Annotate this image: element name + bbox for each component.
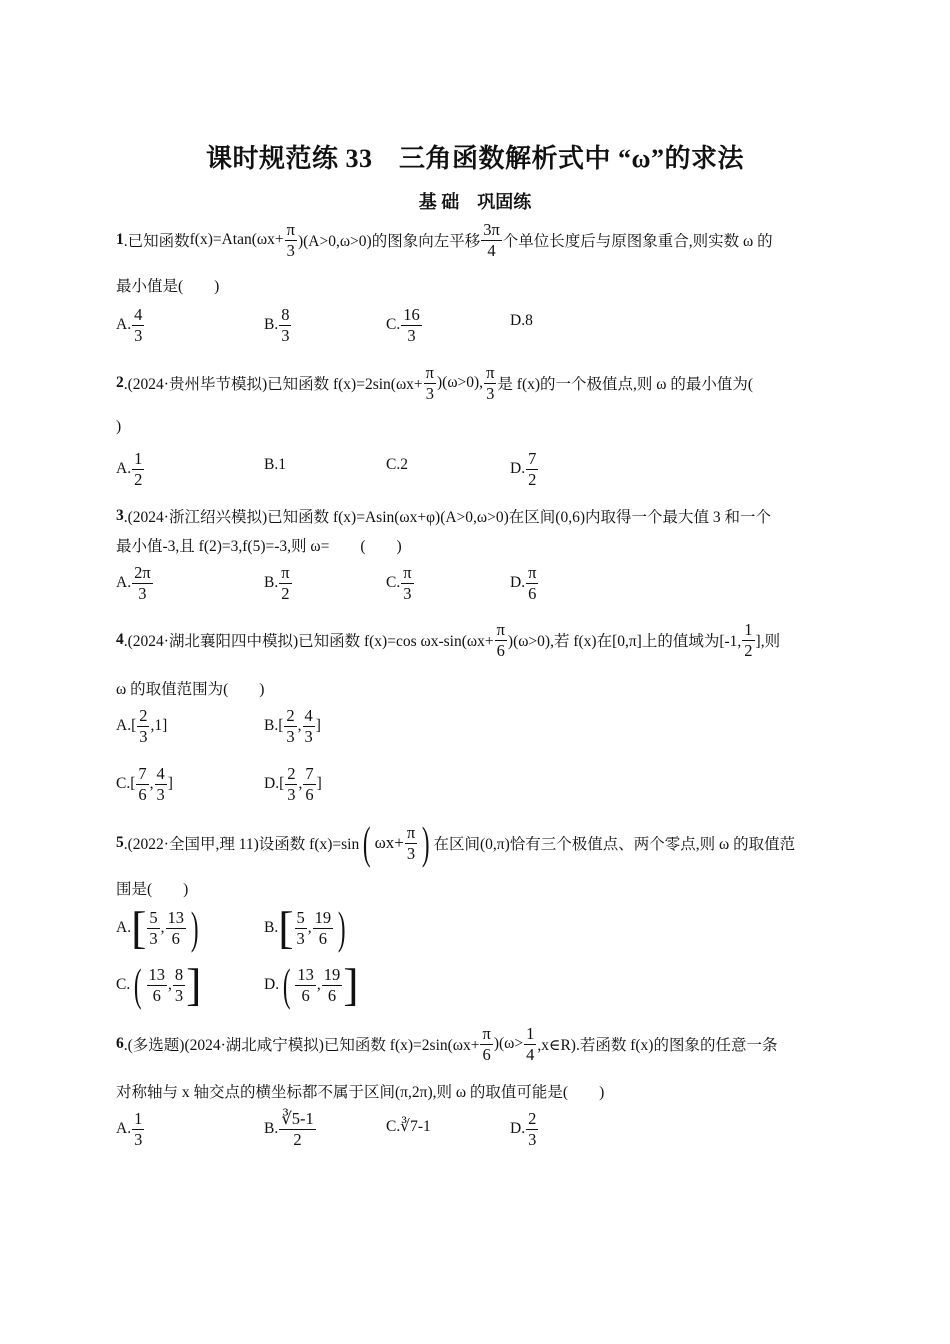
question-number: 6 [116,1035,124,1053]
option-b: B. [ $\frac{5}{3}$ , $\frac{19}{6}$ ) [264,902,346,953]
option-c: C. $\frac{16}{3}$ [386,305,420,345]
fraction: $\frac{\pi}{3}$ [406,822,416,863]
option-c: C.[ $\frac{7}{6}$ , $\frac{4}{3}$ ] [116,764,173,804]
option-b: B. $\frac{\pi}{2}$ [264,563,290,603]
question-number: 5 [116,834,124,851]
fraction: $\frac{\pi}{6}$ [496,620,505,660]
option-a: A. $\frac{1}{2}$ [116,449,143,489]
option-b: B.1 [264,456,286,473]
left-paren: ( [363,817,371,868]
option-a: A. $\frac{2\pi}{3}$ [116,563,151,603]
fraction: $\frac{1}{4}$ [526,1024,535,1064]
fraction: $\frac{\pi}{6}$ [482,1024,491,1064]
question-5-line-1: 5 .(2022·全国甲,理 11)设函数 f(x)=sin ( ωx+ $\frac{\pi}{3}$ ) 在区间(0,π)恰有三个极值点、两个零点,则 ω 的取值范 [116,817,796,868]
option-b: B.[ $\frac{2}{3}$ , $\frac{4}{3}$ ] [264,706,321,746]
option-d: D.8 [510,312,533,329]
option-d: D. $\frac{\pi}{6}$ [510,563,537,603]
question-2-line-1: 2 .(2024·贵州毕节模拟)已知函数 f(x)=2sin(ωx+ $\frac{\pi}{3}$ )(ω>0), $\frac{\pi}{3}$ 是 f(x)的一个极值点,则 ω 的最小值为( [116,363,754,403]
question-number: 3 [116,507,124,524]
question-6-line-2: 对称轴与 x 轴交点的横坐标都不属于区间(π,2π),则 ω 的取值可能是( ) [116,1084,605,1101]
question-6-line-1: 6 .(多选题)(2024·湖北咸宁模拟)已知函数 f(x)=2sin(ωx+ $\frac{\pi}{6}$ )(ω> $\frac{1}{4}$ ,x∈R).若函数 f(x)的图象的任意一条 [116,1024,778,1064]
question-4-line-2: ω 的取值范围为( ) [116,681,265,698]
question-number: 1 [116,231,124,249]
option-b: B. $\frac{∛5-1}{2}$ [264,1109,314,1149]
option-b: B. $\frac{8}{3}$ [264,305,290,345]
option-a: A.[ $\frac{2}{3}$ ,1] [116,706,168,746]
option-c: C. ( $\frac{13}{6}$ , $\frac{8}{3}$ ] [116,959,202,1010]
question-1-line-1: 1 .已知函数 f(x)=Atan(ωx+ $\frac{\pi}{3}$ )(A>0,ω>0)的图象向左平移 $\frac{3\pi}{4}$ 个单位长度后与原图象重合,则实数 ω 的 [116,220,773,260]
question-4-line-1: 4 .(2024·湖北襄阳四中模拟)已知函数 f(x)=cos ωx-sin(ωx+ $\frac{\pi}{6}$ )(ω>0),若 f(x)在[0,π]上的值域为[-1, $\frac{1}{2}$ ],则 [116,620,781,660]
fraction: $\frac{\pi}{3}$ [425,363,434,403]
option-a: A. $\frac{1}{3}$ [116,1109,143,1149]
fraction: $\frac{\pi}{3}$ [486,363,495,403]
question-3-line-2: 最小值-3,且 f(2)=3,f(5)=-3,则 ω= ( ) [116,538,402,555]
option-d: D.[ $\frac{2}{3}$ , $\frac{7}{6}$ ] [264,764,322,804]
option-c: C. $\frac{\pi}{3}$ [386,563,412,603]
option-c: C.∛7-1 [386,1118,431,1135]
option-a: A. [ $\frac{5}{3}$ , $\frac{13}{6}$ ) [116,902,199,953]
option-c: C.2 [386,456,408,473]
option-d: D. $\frac{7}{2}$ [510,449,537,489]
question-2-line-2: ) [116,418,122,435]
fraction: $\frac{1}{2}$ [744,620,753,660]
option-a: A. $\frac{4}{3}$ [116,305,143,345]
page-title: 课时规范练 33 三角函数解析式中 “ω”的求法 [205,144,744,173]
section-title: 基 础 巩固练 [418,192,532,212]
question-1-line-2: 最小值是( ) [116,278,220,295]
right-paren: ) [422,817,430,868]
question-number: 2 [116,374,124,392]
question-5-line-2: 围是( ) [116,881,189,898]
fraction: $\frac{3\pi}{4}$ [483,220,500,260]
option-d: D. ( $\frac{13}{6}$ , $\frac{19}{6}$ ] [264,959,359,1010]
fraction: $\frac{\pi}{3}$ [286,220,295,260]
question-3-line-1: 3 .(2024·浙江绍兴模拟)已知函数 f(x)=Asin(ωx+φ)(A>0,ω>0)在区间(0,6)内取得一个最大值 3 和一个 [116,507,771,526]
option-d: D. $\frac{2}{3}$ [510,1109,537,1149]
question-number: 4 [116,631,124,649]
